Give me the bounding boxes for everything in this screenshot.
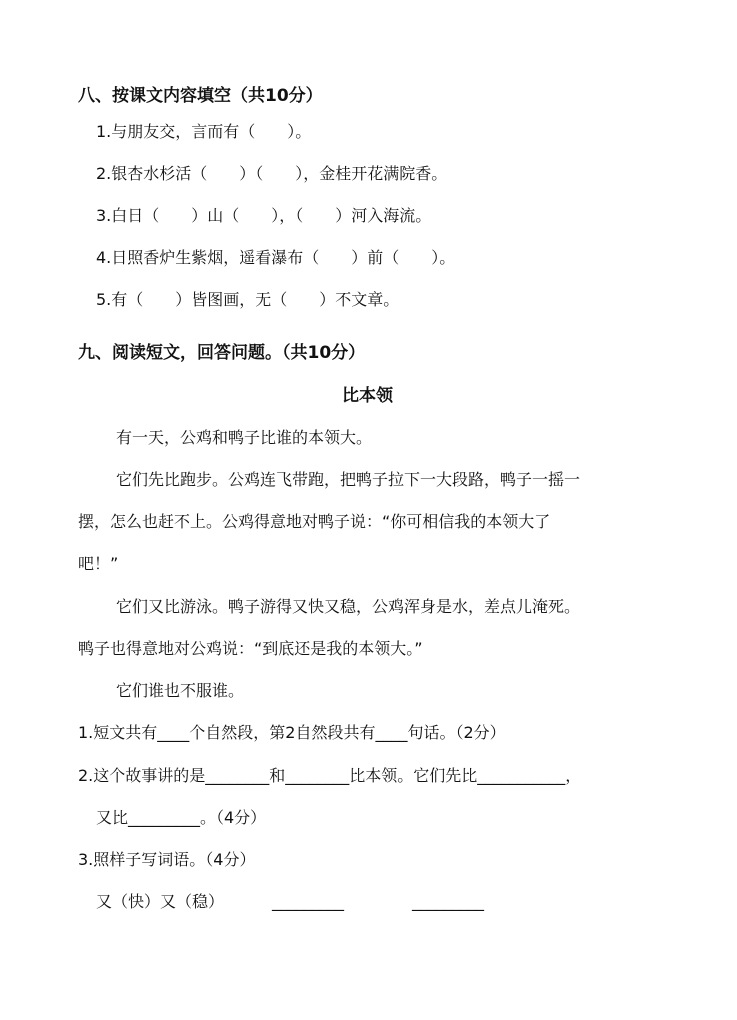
passage-paragraph-4: 它们谁也不服谁。 bbox=[116, 681, 245, 700]
passage-paragraph-2-line-3: 吧！” bbox=[78, 554, 119, 573]
question-1: 1.短文共有____个自然段，第2自然段共有____句话。（2分） bbox=[78, 723, 506, 742]
passage-paragraph-2-line-1: 它们先比跑步。公鸡连飞带跑，把鸭子拉下一大段路，鸭子一摇一 bbox=[116, 470, 581, 489]
section-9-heading: 九、阅读短文，回答问题。（共10分） bbox=[78, 343, 366, 363]
fill-item-2: 2.银杏水杉活（ ）（ ），金桂开花满院香。 bbox=[96, 164, 448, 183]
question-3-example: 又（快）又（稳） bbox=[96, 892, 225, 911]
fill-item-4: 4.日照香炉生紫烟，遥看瀑布（ ）前（ ）。 bbox=[96, 248, 456, 267]
fill-item-5: 5.有（ ）皆图画，无（ ）不文章。 bbox=[96, 290, 400, 309]
passage-paragraph-1: 有一天，公鸡和鸭子比谁的本领大。 bbox=[116, 428, 373, 447]
question-3-answer-blank-1[interactable]: _________ bbox=[272, 892, 344, 911]
passage-paragraph-2-line-2: 摆，怎么也赶不上。公鸡得意地对鸭子说：“你可相信我的本领大了 bbox=[78, 512, 551, 531]
question-3: 3.照样子写词语。（4分） bbox=[78, 850, 256, 869]
question-3-answer-blank-2[interactable]: _________ bbox=[412, 892, 484, 911]
question-2-line-1: 2.这个故事讲的是________和________比本领。它们先比___________， bbox=[78, 766, 582, 785]
passage-title: 比本领 bbox=[342, 386, 393, 406]
fill-item-3: 3.白日（ ）山（ ），（ ）河入海流。 bbox=[96, 206, 432, 225]
question-2-line-2: 又比_________。（4分） bbox=[96, 808, 267, 827]
passage-paragraph-3-line-1: 它们又比游泳。鸭子游得又快又稳，公鸡浑身是水，差点儿淹死。 bbox=[116, 597, 581, 616]
section-8-heading: 八、按课文内容填空（共10分） bbox=[78, 86, 323, 106]
passage-paragraph-3-line-2: 鸭子也得意地对公鸡说：“到底还是我的本领大。” bbox=[78, 639, 423, 658]
fill-item-1: 1.与朋友交，言而有（ ）。 bbox=[96, 122, 312, 141]
